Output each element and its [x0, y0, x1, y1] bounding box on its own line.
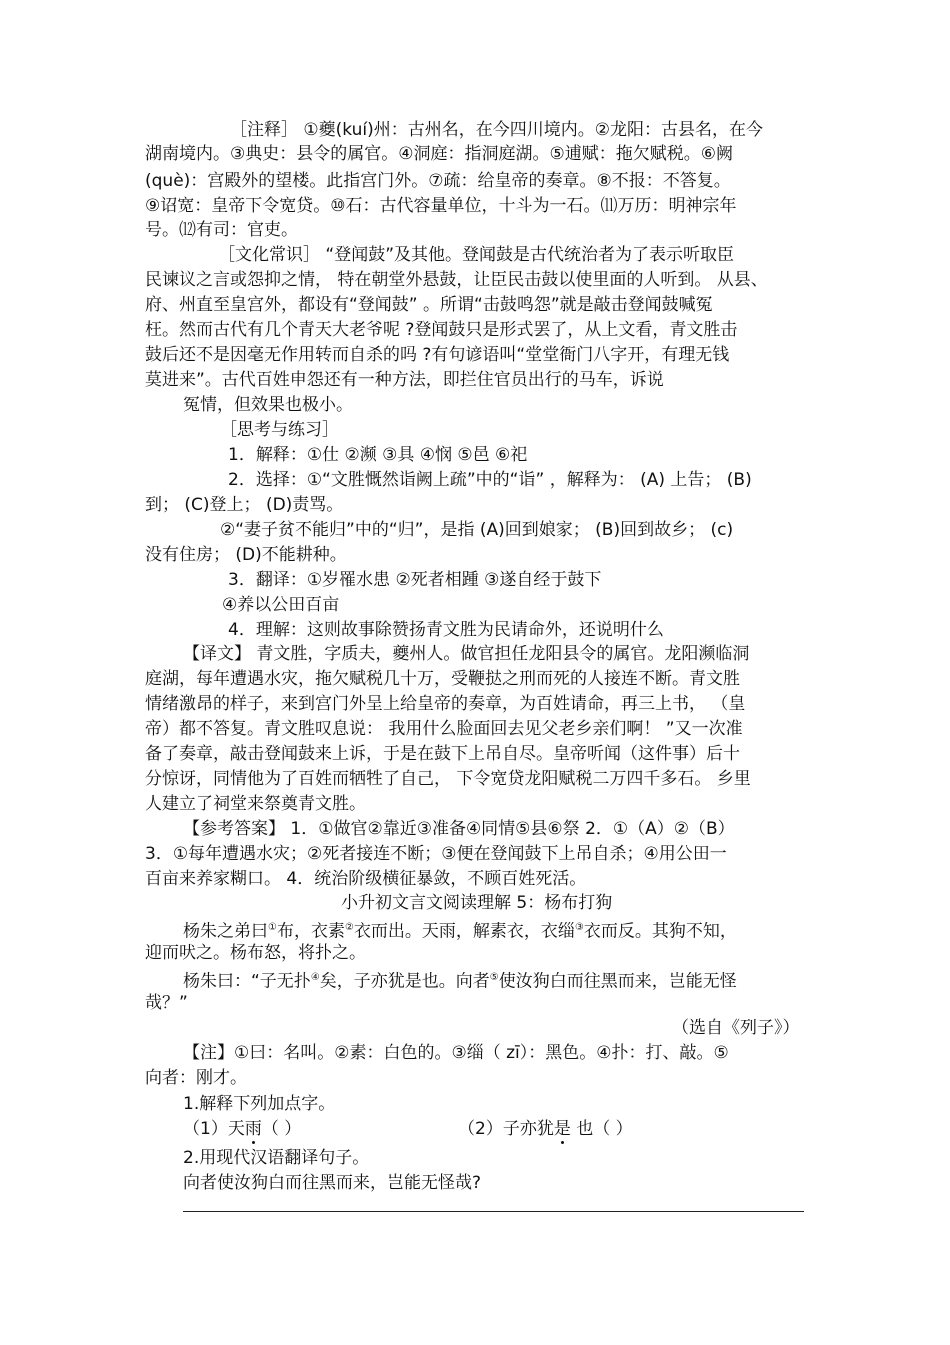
notes-line-5: 号。⑿有司：官吏。 — [145, 220, 298, 240]
passage-line-3 — [183, 967, 737, 993]
question-text: （1）天 — [183, 1119, 245, 1139]
exercise-q1: 1．解释：①仕 ②濒 ③具 ④悯 ⑤邑 ⑥祀 — [228, 445, 528, 465]
translation-line-6: 分惊讶，同情他为了百姓而牺牲了自己， 下令宽贷龙阳赋税二万四千多石。 乡里 — [145, 769, 751, 789]
answer-blank[interactable]: （ ） — [261, 1119, 302, 1139]
exercise-q3-line-2: ④养以公田百亩 — [222, 595, 340, 615]
notes-line-2: 湖南境内。③典史：县令的属官。④洞庭：指洞庭湖。⑤逋赋：拖欠赋税。⑥阙 — [145, 144, 733, 164]
question-text: （2）子亦犹 — [458, 1119, 554, 1139]
dotted-character: 是 — [553, 1119, 571, 1139]
passage-line-4: 哉？” — [145, 993, 188, 1013]
answers-line-2: 3．①每年遭遇水灾；②死者接连不断；③便在登闻鼓下上吊自杀；④用公田一 — [145, 844, 727, 864]
exercise-q2-line-4: 没有住房； (D)不能耕种。 — [145, 545, 347, 565]
glossary-line-1: 【注】①曰：名叫。②素：白色的。③缁（ zī）：黑色。④扑：打、敲。⑤ — [183, 1043, 729, 1063]
notes-line-3: (què)：宫殿外的望楼。此指宫门外。⑦疏：给皇帝的奏章。⑧不报：不答复。 — [145, 171, 731, 191]
passage-title: 小升初文言文阅读理解 5：杨布打狗 — [341, 893, 613, 913]
question-2: 2.用现代汉语翻译句子。 — [183, 1148, 370, 1168]
passage-text: 衣而反。其狗不知， — [583, 921, 737, 942]
footnote-marker: ② — [344, 922, 354, 933]
exercise-q2-line-2: 到； (C)登上； (D)责骂。 — [145, 495, 344, 515]
translation-line-2: 庭湖，每年遭遇水灾，拖欠赋税几十万，受鞭挞之刑而死的人接连不断。青文胜 — [145, 669, 740, 689]
passage-line-1 — [183, 917, 737, 943]
culture-line-1: ［文化常识］ “登闻鼓”及其他。登闻鼓是古代统治者为了表示听取臣 — [218, 245, 735, 265]
culture-line-5: 鼓后还不是因毫无作用转而自杀的吗 ?有句谚语叫“堂堂衙门八字开，有理无钱 — [145, 345, 730, 365]
passage-text: 杨朱曰：“子无扑 — [183, 971, 311, 992]
footnote-marker: ⑤ — [489, 972, 499, 983]
dotted-character: 雨 — [244, 1119, 262, 1139]
translation-line-3: 情绪激昂的样子，来到宫门外呈上给皇帝的奏章，为百姓请命，再三上书， （皇 — [145, 694, 746, 714]
question-1a — [183, 1118, 301, 1140]
exercise-q2-line-1: 2．选择：①“文胜慨然诣阙上疏”中的“诣” ，解释为： (A) 上告； (B) — [228, 470, 752, 490]
culture-line-6: 莫进来”。古代百姓申怨还有一种方法，即拦住官员出行的马车，诉说 — [145, 370, 664, 390]
exercises-heading: ［思考与练习］ — [220, 420, 339, 440]
exercise-q2-line-3: ②“妻子贫不能归”中的“归”，是指 (A)回到娘家； (B)回到故乡； (c) — [220, 520, 734, 540]
answer-line[interactable] — [183, 1211, 804, 1212]
notes-line-4: ⑨诏宽：皇帝下令宽贷。⑩石：古代容量单位，十斗为一石。⑾万历：明神宗年 — [145, 196, 737, 216]
glossary-line-2: 向者：刚才。 — [145, 1068, 247, 1088]
passage-text: 衣而出。天雨，解素衣，衣缁 — [353, 921, 575, 942]
passage-source: （选自《列子》） — [672, 1018, 800, 1038]
question-1: 1.解释下列加点字。 — [183, 1094, 336, 1114]
answers-line-1: 【参考答案】 1．①做官②靠近③准备④同情⑤县⑥祭 2．①（A）②（B） — [183, 819, 735, 839]
footnote-marker: ① — [268, 922, 277, 933]
footnote-marker: ③ — [574, 922, 584, 933]
notes-line-1: ［注释］ ①夔(kuí)州：古州名，在今四川境内。②龙阳：古县名，在今 — [230, 120, 763, 140]
passage-text: 使汝狗白而往黑而来，岂能无怪 — [498, 971, 737, 992]
question-2-sentence: 向者使汝狗白而往黑而来，岂能无怪哉? — [183, 1173, 482, 1193]
exercise-q3-line-1: 3．翻译：①岁罹水患 ②死者相踵 ③遂自经于鼓下 — [228, 570, 602, 590]
passage-text: 矣，子亦犹是也。向者 — [319, 971, 490, 992]
translation-line-5: 备了奏章，敲击登闻鼓来上诉，于是在鼓下上吊自尽。皇帝听闻（这件事）后十 — [145, 744, 740, 764]
passage-text: 杨朱之弟曰 — [183, 921, 268, 942]
answer-blank[interactable]: 也（ ） — [570, 1119, 633, 1139]
footnote-marker: ④ — [310, 972, 320, 983]
exercise-q4: 4．理解：这则故事除赞扬青文胜为民请命外，还说明什么 — [228, 620, 664, 640]
passage-text: 布，衣素 — [276, 921, 345, 942]
translation-line-1: 【译文】 青文胜，字质夫，夔州人。做官担任龙阳县令的属官。龙阳濒临洞 — [183, 644, 750, 664]
culture-line-7: 冤情，但效果也极小。 — [183, 395, 353, 415]
passage-line-2: 迎而吠之。杨布怒，将扑之。 — [145, 943, 366, 963]
translation-line-4: 帝）都不答复。青文胜叹息说： 我用什么脸面回去见父老乡亲们啊！ ”又一次准 — [145, 719, 743, 739]
translation-line-7: 人建立了祠堂来祭奠青文胜。 — [145, 794, 366, 814]
answers-line-3: 百亩来养家糊口。 4．统治阶级横征暴敛，不顾百姓死活。 — [145, 869, 587, 889]
culture-line-4: 枉。然而古代有几个青天大老爷呢 ?登闻鼓只是形式罢了，从上文看，青文胜击 — [145, 320, 738, 340]
culture-line-3: 府、州直至皇宫外，都设有“登闻鼓” 。所谓“击鼓鸣怨”就是敲击登闻鼓喊冤 — [145, 295, 713, 315]
culture-line-2: 民谏议之言或怨抑之情， 特在朝堂外悬鼓，让臣民击鼓以使里面的人听到。 从县、 — [145, 270, 768, 290]
question-1b — [458, 1118, 633, 1140]
